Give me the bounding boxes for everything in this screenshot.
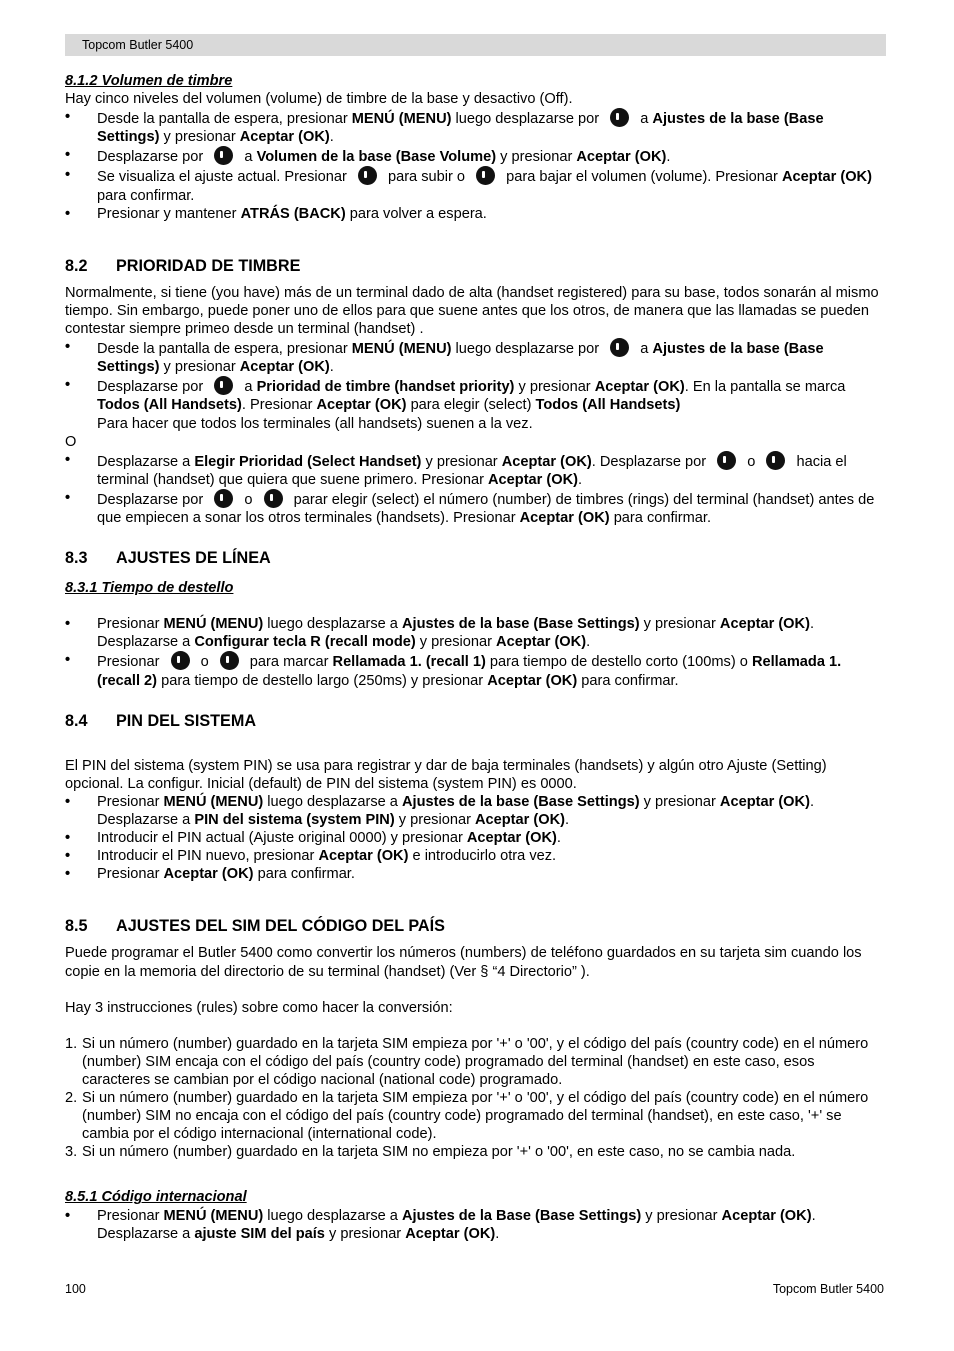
list-item: • Presionar MENÚ (MENU) luego desplazarse a Ajustes de la base (Base Settings) y presionar Aceptar (OK). Desplazarse a PIN del sistema (system PIN) y presionar Aceptar (OK). (65, 793, 885, 829)
paragraph: Puede programar el Butler 5400 como convertir los números (numbers) de teléfono guardados en su tarjeta sim cuando los copie en la memoria del directorio de su terminal (handset) (Ver § “4 Directorio” ). (65, 945, 862, 980)
list-item: • Desplazarse a Elegir Prioridad (Select Handset) y presionar Aceptar (OK). Desplazarse por o hacia el terminal (handset) que quiera que suene primero. Presionar Aceptar (OK). (65, 451, 885, 489)
numbered-list (65, 1035, 885, 1162)
list-item: • Desplazarse por a Volumen de la base (Base Volume) y presionar Aceptar (OK). (65, 146, 885, 166)
bullet-list (65, 615, 885, 689)
list-item: • Presionar Aceptar (OK) para confirmar. (65, 865, 885, 883)
paragraph: Hay 3 instrucciones (rules) sobre como hacer la conversión: (65, 999, 453, 1016)
footer-product: Topcom Butler 5400 (772, 1282, 884, 1296)
list-item: • Desde la pantalla de espera, presionar MENÚ (MENU) luego desplazarse por a Ajustes de la base (Base Settings) y presionar Aceptar (OK). (65, 108, 885, 146)
list-item: • Se visualiza el ajuste actual. Presionar para subir o para bajar el volumen (volume). Presionar Aceptar (OK) para confirmar. (65, 166, 885, 204)
section-heading-8-5: 8.5 AJUSTES DEL SIM DEL CÓDIGO DEL PAÍS (65, 917, 445, 936)
list-item: • Desde la pantalla de espera, presionar MENÚ (MENU) luego desplazarse por a Ajustes de la base (Base Settings) y presionar Aceptar (OK). (65, 338, 885, 376)
list-item: • Presionar o para marcar Rellamada 1. (recall 1) para tiempo de destello corto (100ms) o Rellamada 1. (recall 2) para tiempo de destello largo (250ms) y presionar Aceptar (OK) para confirmar. (65, 651, 885, 689)
list-item: 1. Si un número (number) guardado en la tarjeta SIM empieza por '+' o '00', y el código del país (country code) en el número (number) SIM encaja con el código del país (country code) programado del terminal (handset) en este caso, esos caracteres se cambian por el código nacional (national code) programado. (65, 1035, 869, 1088)
paragraph: Hay cinco niveles del volumen (volume) de timbre de la base y desactivo (Off). (65, 91, 573, 108)
bullet-list (65, 108, 885, 223)
jog-dial-icon (214, 146, 233, 165)
jog-dial-down-icon (220, 651, 239, 670)
or-separator: O (65, 433, 77, 450)
page-content (65, 72, 885, 1243)
page-number: 100 (65, 1282, 86, 1296)
list-item: • Desplazarse por a Prioridad de timbre (handset priority) y presionar Aceptar (OK). En la pantalla se marca Todos (All Handsets). Presionar Aceptar (OK) para elegir (select) Todos (All Handsets) Para hacer que todos los terminales (all handsets) suenen a la vez. (65, 376, 885, 432)
section-heading-8-3: 8.3 AJUSTES DE LÍNEA (65, 549, 271, 568)
jog-dial-icon (610, 338, 629, 357)
subsection-heading-8-5-1: 8.5.1 Código internacional (65, 1189, 247, 1206)
paragraph: El PIN del sistema (system PIN) se usa para registrar y dar de baja terminales (handsets) y algún otro Ajuste (Setting) opcional. La configur. Inicial (default) de PIN del sistema (system PIN) es 0000. (65, 757, 827, 792)
list-item: • Introducir el PIN nuevo, presionar Aceptar (OK) e introducirlo otra vez. (65, 847, 885, 865)
list-item: • Presionar MENÚ (MENU) luego desplazarse a Ajustes de la Base (Base Settings) y presionar Aceptar (OK). Desplazarse a ajuste SIM del país y presionar Aceptar (OK). (65, 1207, 885, 1243)
list-item: 3. Si un número (number) guardado en la tarjeta SIM no empieza por '+' o '00', en este caso, no se cambia nada. (65, 1144, 796, 1161)
subsection-heading-8-1-2: 8.1.2 Volumen de timbre (65, 73, 233, 89)
jog-dial-icon (214, 376, 233, 395)
bullet-list (65, 338, 885, 432)
jog-dial-up-icon (717, 451, 736, 470)
bullet-list (65, 1207, 885, 1243)
jog-dial-up-icon (358, 166, 377, 185)
section-heading-8-4: 8.4 PIN DEL SISTEMA (65, 711, 257, 730)
bullet-list (65, 451, 885, 527)
jog-dial-down-icon (476, 166, 495, 185)
section-heading-8-2: 8.2 PRIORIDAD DE TIMBRE (65, 256, 301, 275)
jog-dial-down-icon (264, 489, 283, 508)
list-item: • Presionar MENÚ (MENU) luego desplazarse a Ajustes de la base (Base Settings) y presionar Aceptar (OK). Desplazarse a Configurar tecla R (recall mode) y presionar Aceptar (OK). (65, 615, 885, 651)
list-item: • Introducir el PIN actual (Ajuste original 0000) y presionar Aceptar (OK). (65, 829, 885, 847)
bullet-list (65, 793, 885, 883)
list-item: 2. Si un número (number) guardado en la tarjeta SIM empieza por '+' o '00', y el código del país (country code) en el número (number) SIM no encaja con el código del país (country code) programado del terminal (handset), en este caso, '+' se cambia por el código internacional (international code). (65, 1090, 869, 1143)
page-header (65, 34, 886, 56)
jog-dial-down-icon (766, 451, 785, 470)
list-item: • Presionar y mantener ATRÁS (BACK) para volver a espera. (65, 205, 885, 223)
jog-dial-icon (610, 108, 629, 127)
subsection-heading-8-3-1: 8.3.1 Tiempo de destello (65, 580, 234, 597)
paragraph: Normalmente, si tiene (you have) más de un terminal dado de alta (handset registered) para su base, todos sonarán al mismo tiempo. Sin embargo, puede poner uno de ellos para que suene antes que los otros, de manera que las llamadas se pueden contestar siempre primeo desde un terminal (handset) . (65, 284, 879, 338)
header-title: Topcom Butler 5400 (82, 38, 194, 52)
list-item: • Desplazarse por o parar elegir (select) el número (number) de timbres (rings) del terminal (handset) antes de que empiecen a sonar los otros terminales (handsets). Presionar Aceptar (OK) para confirmar. (65, 489, 885, 527)
jog-dial-up-icon (214, 489, 233, 508)
jog-dial-up-icon (171, 651, 190, 670)
